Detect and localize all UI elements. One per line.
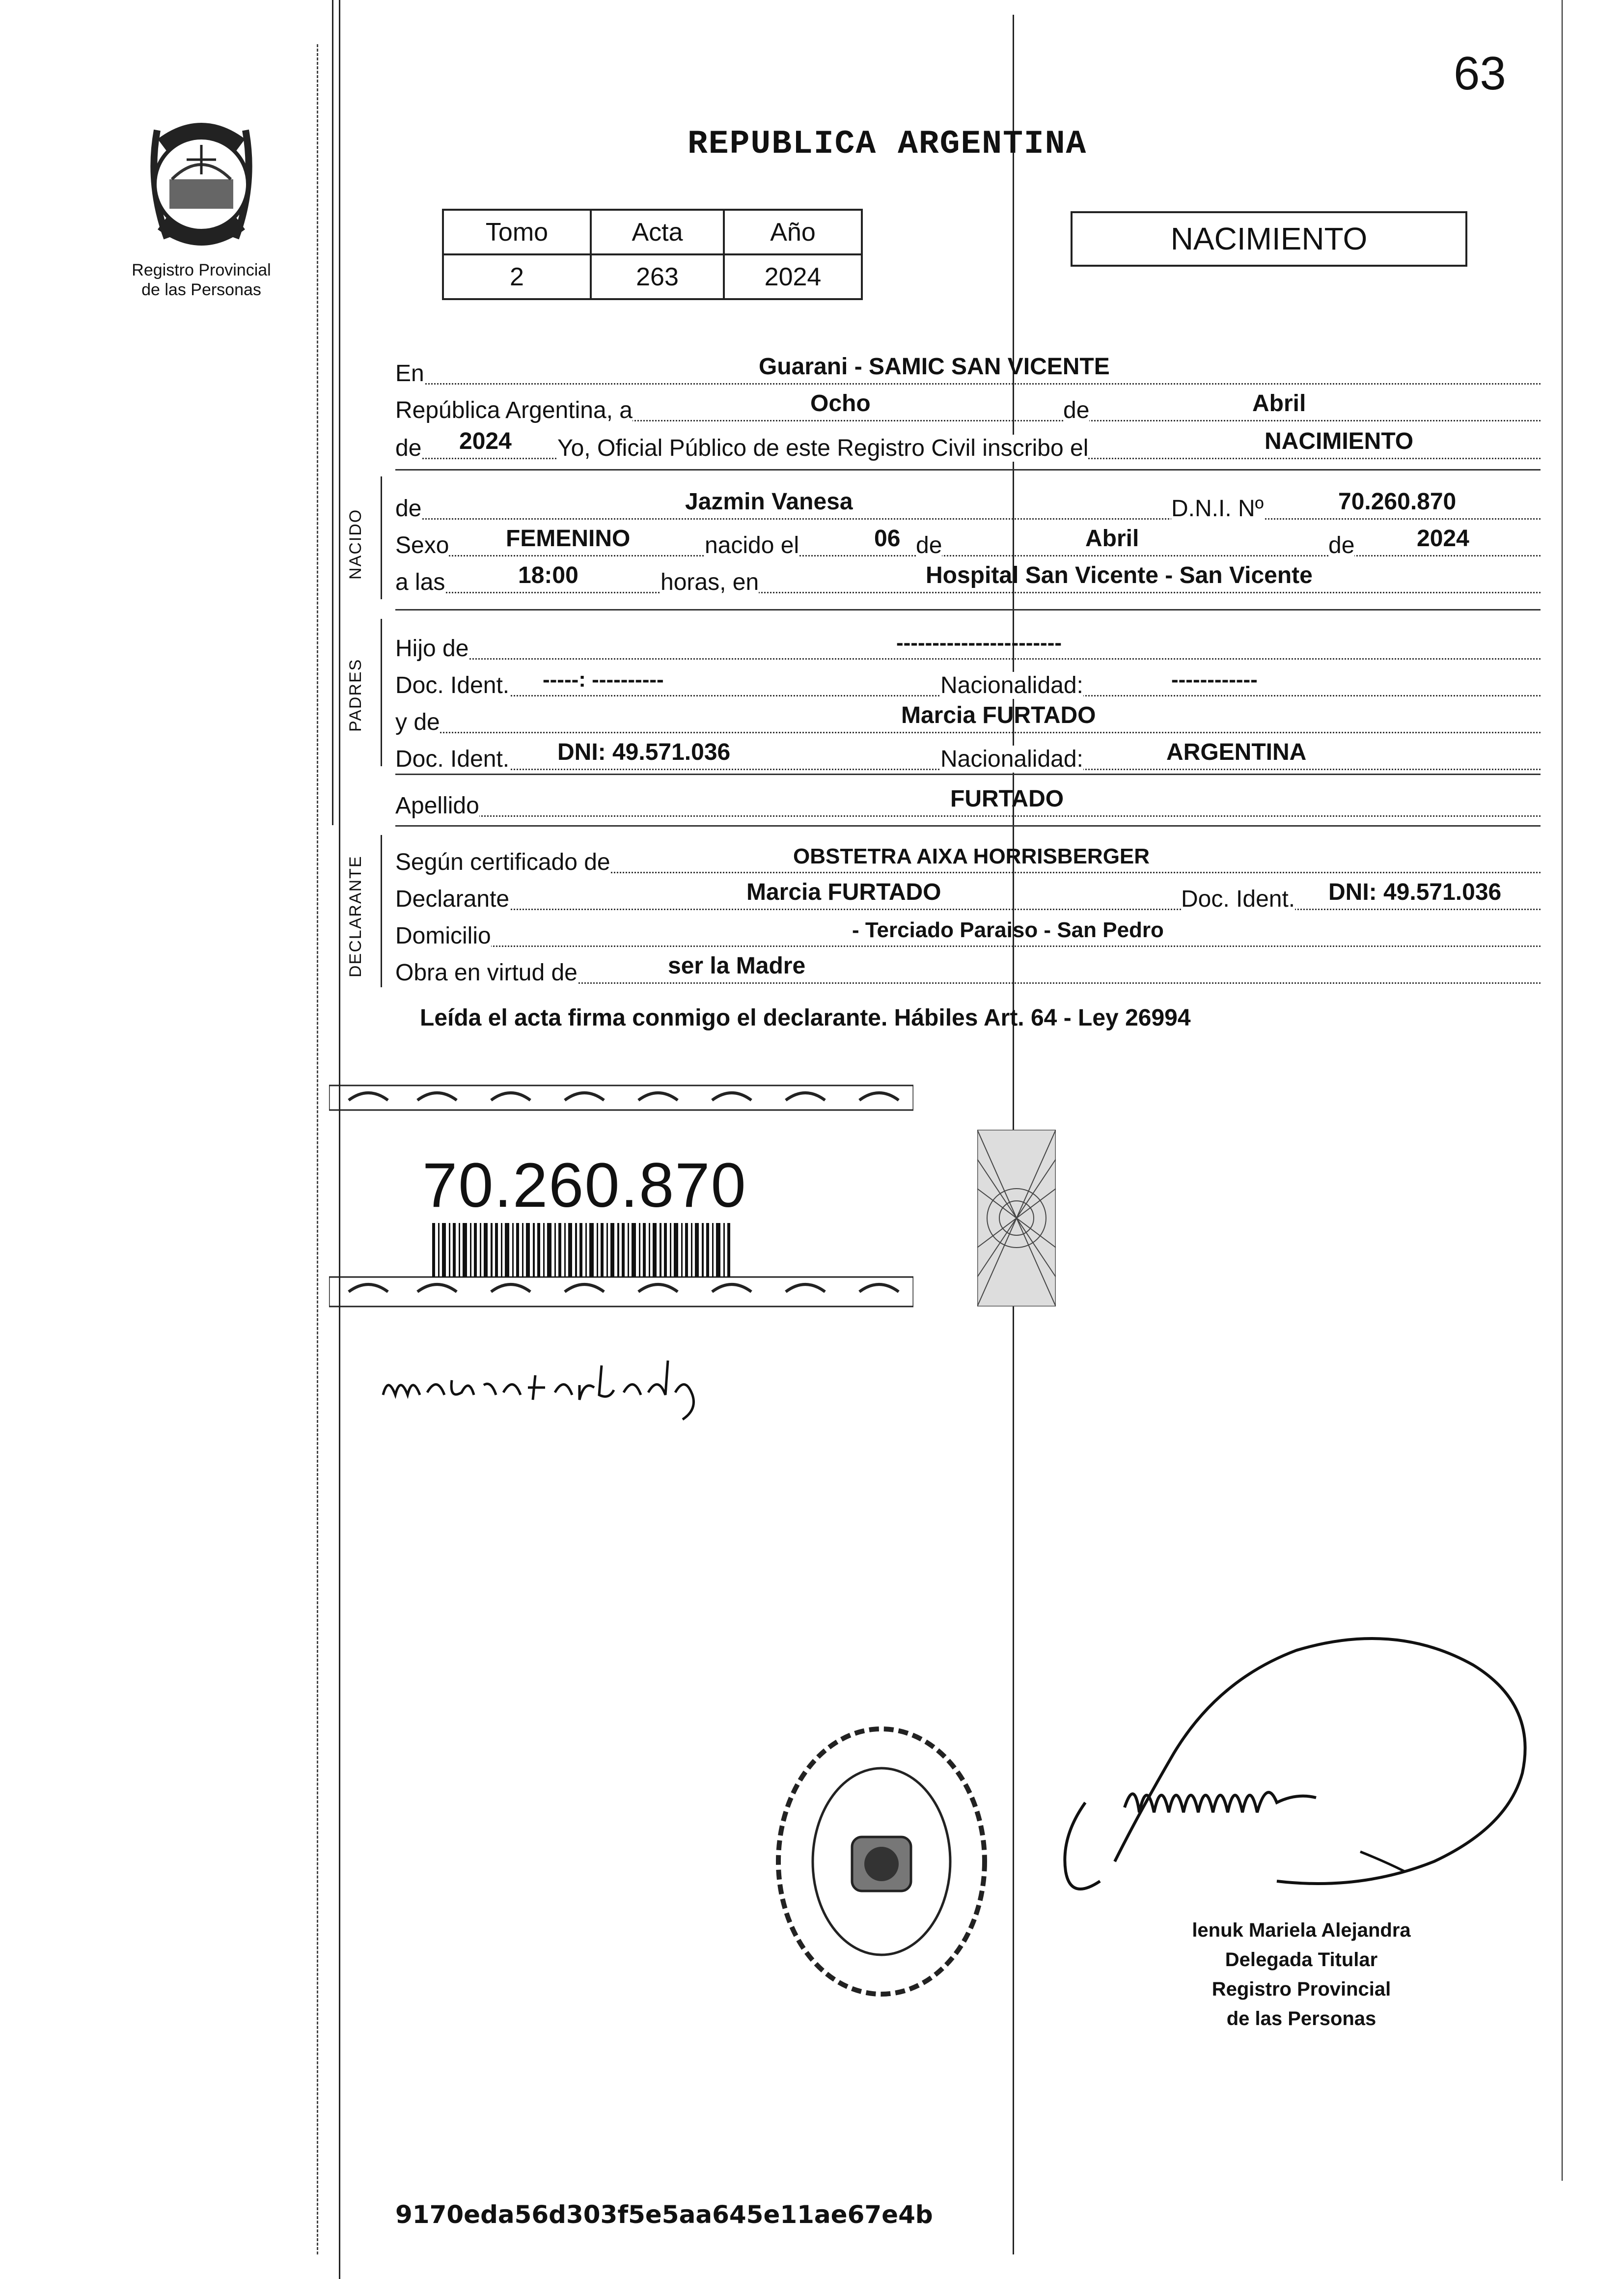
ref-value-ano: 2024: [724, 254, 862, 299]
official-org-1: Registro Provincial: [1211, 1978, 1391, 2000]
value-apellido: FURTADO: [950, 786, 1064, 812]
separator-2: [395, 609, 1541, 611]
label-doc-ident-2: Doc. Ident.: [395, 746, 510, 772]
official-name: lenuk Mariela Alejandra: [1192, 1919, 1411, 1941]
value-sexo: FEMENINO: [506, 526, 631, 552]
value-lugar: Hospital San Vicente - San Vicente: [926, 562, 1313, 588]
row-certificado: [395, 833, 1541, 873]
row-doc1: [395, 656, 1541, 696]
logo-caption-1: Registro Provincial: [132, 261, 271, 279]
row-declarante: [395, 869, 1541, 910]
value-doc2: DNI: 49.571.036: [557, 739, 731, 765]
value-dni: 70.260.870: [1338, 489, 1457, 515]
row-en: [395, 344, 1541, 385]
label-obra: Obra en virtud de: [395, 960, 578, 986]
value-domicilio: - Terciado Paraiso - San Pedro: [852, 918, 1164, 942]
official-org-2: de las Personas: [1226, 2008, 1376, 2029]
row-year: [395, 418, 1541, 459]
label-apellido: Apellido: [395, 793, 479, 819]
row-nacido-name: [395, 479, 1541, 520]
value-declarante: Marcia FURTADO: [746, 879, 941, 905]
label-de-nacido: de: [395, 496, 422, 522]
value-hijo-de: -----------------------: [896, 631, 1062, 655]
document-type-box: NACIMIENTO: [1071, 211, 1467, 267]
separator-4: [395, 825, 1541, 827]
ref-table: [442, 209, 863, 300]
logo-caption-2: de las Personas: [141, 280, 261, 299]
official-name-block: [1164, 1916, 1439, 2033]
value-nac2: ARGENTINA: [1166, 739, 1307, 765]
value-name: Jazmin Vanesa: [685, 489, 853, 515]
label-a-las: a las: [395, 569, 445, 595]
label-de-3: de: [916, 532, 942, 558]
nacido-section-label: NACIDO: [346, 508, 365, 580]
provincia-de-misiones-seal: [128, 111, 275, 258]
row-hijo-de: [395, 619, 1541, 660]
page-title: REPUBLICA ARGENTINA: [688, 125, 1087, 163]
label-doc-ident-3: Doc. Ident.: [1181, 886, 1295, 912]
label-oficial: Yo, Oficial Público de este Registro Civil inscribo el: [557, 435, 1089, 461]
barcode: [432, 1223, 732, 1277]
ref-value-tomo: 2: [443, 254, 591, 299]
label-en: En: [395, 361, 424, 387]
value-doc-declarante: DNI: 49.571.036: [1328, 879, 1502, 905]
official-seal: [766, 1714, 997, 2009]
value-nacido-year: 2024: [1417, 526, 1469, 552]
document-hash: 9170eda56d303f5e5aa645e11ae67e4b: [395, 2200, 933, 2229]
official-role: Delegada Titular: [1225, 1949, 1378, 1971]
value-hora: 18:00: [518, 562, 578, 588]
label-sexo: Sexo: [395, 532, 449, 558]
value-inscribo: NACIMIENTO: [1265, 428, 1414, 454]
page-number: 63: [1454, 47, 1506, 100]
value-doc1: -----: ----------: [543, 667, 664, 692]
nacido-bracket: [381, 476, 382, 599]
value-y-de: Marcia FURTADO: [901, 702, 1096, 728]
label-nacionalidad-2: Nacionalidad:: [940, 746, 1083, 772]
row-sexo: [395, 516, 1541, 556]
value-month: Abril: [1252, 390, 1306, 417]
value-nacido-month: Abril: [1085, 526, 1139, 552]
row-republica: [395, 381, 1541, 421]
separator-1: [395, 469, 1541, 471]
row-domicilio: [395, 906, 1541, 947]
value-obra: ser la Madre: [668, 953, 806, 979]
row-doc2: [395, 729, 1541, 770]
value-nac1: ------------: [1171, 667, 1258, 692]
value-en: Guarani - SAMIC SAN VICENTE: [759, 354, 1110, 380]
ref-header-ano: Año: [724, 210, 862, 254]
left-margin-line-2: [332, 0, 333, 825]
registry-logo: [113, 111, 290, 300]
label-certificado: Según certificado de: [395, 849, 610, 875]
row-hora: [395, 553, 1541, 593]
label-declarante: Declarante: [395, 886, 510, 912]
label-y-de: y de: [395, 709, 440, 735]
value-nacido-day: 06: [874, 526, 901, 552]
value-certificado: OBSTETRA AIXA HORRISBERGER: [793, 844, 1150, 868]
separator-3: [395, 774, 1541, 775]
ref-header-tomo: Tomo: [443, 210, 591, 254]
official-signature: [1041, 1606, 1567, 1950]
label-republica: República Argentina, a: [395, 397, 633, 423]
label-de: de: [1063, 397, 1090, 423]
label-dni: D.N.I. Nº: [1171, 496, 1264, 522]
declarante-section-label: DECLARANTE: [346, 855, 365, 977]
row-apellido: [395, 776, 1541, 817]
row-obra: [395, 943, 1541, 984]
declarant-signature: [378, 1346, 751, 1429]
label-domicilio: Domicilio: [395, 923, 491, 949]
ref-header-acta: Acta: [591, 210, 724, 254]
label-de-2: de: [395, 435, 422, 461]
row-y-de: [395, 693, 1541, 733]
label-hijo-de: Hijo de: [395, 636, 469, 662]
padres-bracket: [381, 619, 382, 766]
id-number: 70.260.870: [422, 1150, 747, 1221]
security-hologram: [977, 1130, 1056, 1306]
declarante-bracket: [381, 835, 382, 987]
label-nacido-el: nacido el: [705, 532, 799, 558]
value-day: Ocho: [810, 390, 871, 417]
left-dash-line: [317, 44, 318, 2254]
legal-text: Leída el acta firma conmigo el declarante. Hábiles Art. 64 - Ley 26994: [420, 1005, 1191, 1031]
padres-section-label: PADRES: [346, 658, 365, 732]
label-doc-ident-1: Doc. Ident.: [395, 672, 510, 698]
label-horas-en: horas, en: [661, 569, 759, 595]
ref-value-acta: 263: [591, 254, 724, 299]
value-year: 2024: [459, 428, 512, 454]
label-de-4: de: [1328, 532, 1355, 558]
label-nacionalidad-1: Nacionalidad:: [940, 672, 1083, 698]
